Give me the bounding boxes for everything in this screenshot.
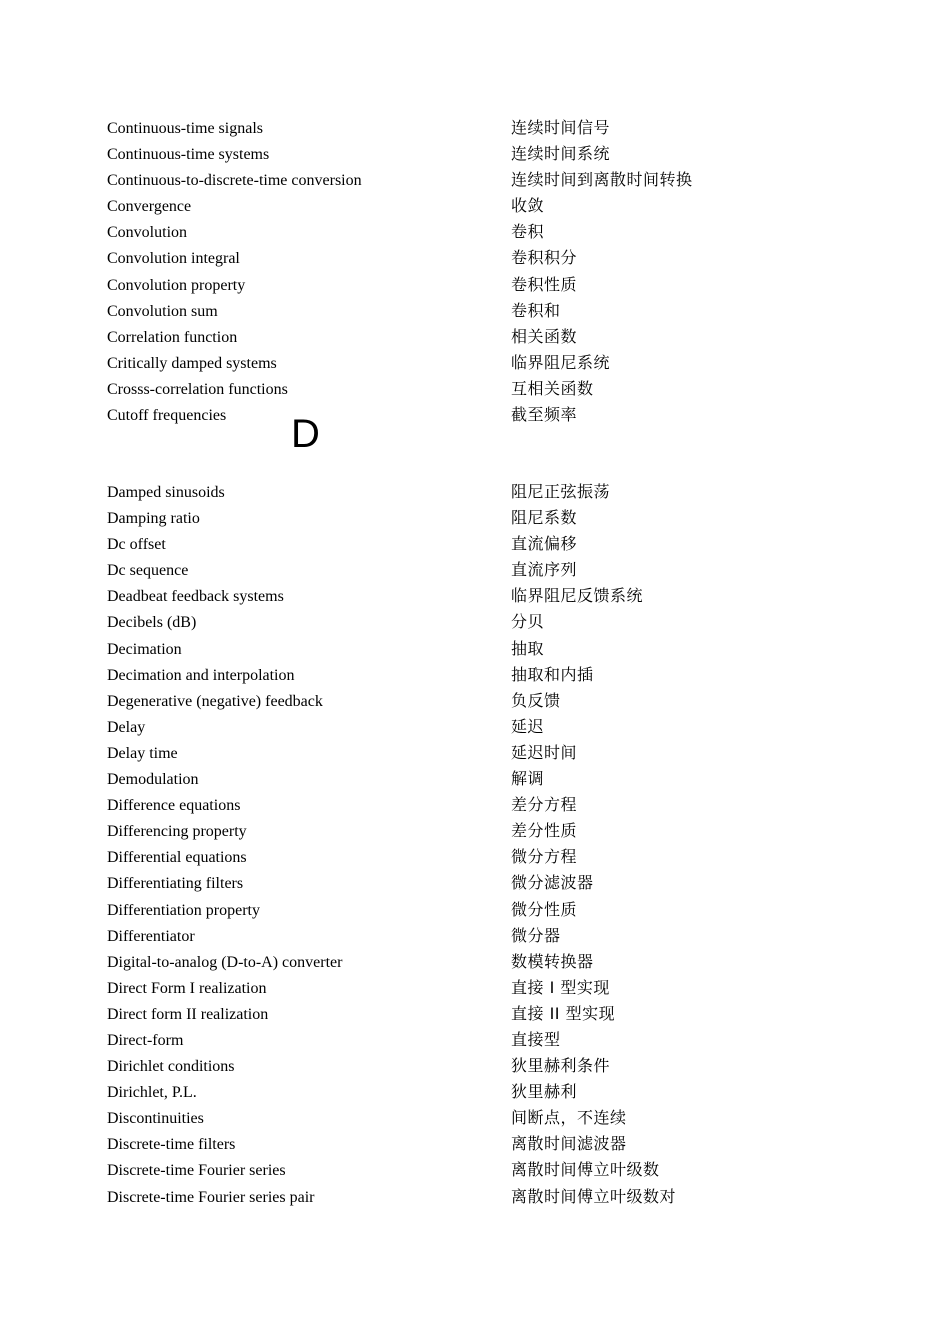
glossary-row xyxy=(0,924,950,950)
english-term: Dirichlet, P.L. xyxy=(107,1084,197,1102)
chinese-term: 狄里赫利条件 xyxy=(511,1056,611,1076)
english-term: Dirichlet conditions xyxy=(107,1058,235,1076)
chinese-term: 数模转换器 xyxy=(511,951,594,971)
glossary-row xyxy=(0,220,950,246)
chinese-term: 微分滤波器 xyxy=(511,873,594,893)
english-term: Direct-form xyxy=(107,1031,184,1049)
glossary-row xyxy=(0,767,950,793)
chinese-term: 直接型 xyxy=(511,1029,561,1049)
english-term: Differentiation property xyxy=(107,901,260,919)
english-term: Convolution property xyxy=(107,276,246,294)
glossary-row xyxy=(0,506,950,532)
chinese-term: 临界阻尼系统 xyxy=(511,352,611,372)
glossary-row xyxy=(0,325,950,351)
english-term: Dc offset xyxy=(107,536,166,554)
glossary-row xyxy=(0,142,950,168)
chinese-term: 卷积积分 xyxy=(511,248,578,268)
glossary-row xyxy=(0,793,950,819)
glossary-row xyxy=(0,1080,950,1106)
chinese-term: 连续时间到离散时间转换 xyxy=(511,170,693,190)
chinese-term: 相关函数 xyxy=(511,326,578,346)
glossary-row xyxy=(0,1054,950,1080)
english-term: Difference equations xyxy=(107,797,241,815)
english-term: Continuous-time systems xyxy=(107,146,270,164)
chinese-term: 抽取和内插 xyxy=(511,664,594,684)
english-term: Discontinuities xyxy=(107,1110,204,1128)
chinese-term: 卷积和 xyxy=(511,300,561,320)
english-term: Decibels (dB) xyxy=(107,614,197,632)
glossary-row xyxy=(0,871,950,897)
english-term: Decimation xyxy=(107,640,182,658)
chinese-term: 截至频率 xyxy=(511,405,578,425)
glossary-row xyxy=(0,715,950,741)
glossary-row xyxy=(0,689,950,715)
glossary-row xyxy=(0,246,950,272)
english-term: Discrete-time filters xyxy=(107,1136,236,1154)
glossary-row xyxy=(0,273,950,299)
english-term: Demodulation xyxy=(107,771,199,789)
english-term: Discrete-time Fourier series pair xyxy=(107,1188,315,1206)
english-term: Continuous-to-discrete-time conversion xyxy=(107,172,362,190)
glossary-row xyxy=(0,1106,950,1132)
english-term: Differencing property xyxy=(107,823,247,841)
glossary-row xyxy=(0,1158,950,1184)
glossary-row xyxy=(0,1185,950,1211)
section-heading-d: D xyxy=(291,412,320,456)
chinese-term: 微分性质 xyxy=(511,899,578,919)
chinese-term: 直接 II 型实现 xyxy=(511,1003,616,1023)
glossary-row xyxy=(0,845,950,871)
chinese-term: 微分方程 xyxy=(511,847,578,867)
english-term: Deadbeat feedback systems xyxy=(107,588,284,606)
d-entries-list xyxy=(0,480,950,1211)
glossary-row xyxy=(0,299,950,325)
chinese-term: 卷积 xyxy=(511,222,545,242)
chinese-term: 卷积性质 xyxy=(511,274,578,294)
glossary-row xyxy=(0,532,950,558)
chinese-term: 连续时间系统 xyxy=(511,144,611,164)
chinese-term: 直流序列 xyxy=(511,560,578,580)
glossary-row xyxy=(0,898,950,924)
english-term: Damping ratio xyxy=(107,510,200,528)
chinese-term: 延迟 xyxy=(511,716,545,736)
chinese-term: 负反馈 xyxy=(511,690,561,710)
chinese-term: 离散时间傅立叶级数 xyxy=(511,1160,660,1180)
glossary-row xyxy=(0,819,950,845)
chinese-term: 解调 xyxy=(511,769,545,789)
english-term: Decimation and interpolation xyxy=(107,666,295,684)
english-term: Correlation function xyxy=(107,328,238,346)
glossary-row xyxy=(0,351,950,377)
english-term: Crosss-correlation functions xyxy=(107,380,288,398)
chinese-term: 差分方程 xyxy=(511,795,578,815)
chinese-term: 直接 I 型实现 xyxy=(511,977,610,997)
chinese-term: 阻尼系数 xyxy=(511,508,578,528)
glossary-row xyxy=(0,480,950,506)
glossary-row xyxy=(0,116,950,142)
glossary-row xyxy=(0,168,950,194)
chinese-term: 分贝 xyxy=(511,612,545,632)
chinese-term: 连续时间信号 xyxy=(511,118,611,137)
glossary-row xyxy=(0,976,950,1002)
chinese-term: 延迟时间 xyxy=(511,742,578,762)
english-term: Continuous-time signals xyxy=(107,120,263,137)
glossary-row xyxy=(0,1132,950,1158)
english-term: Differential equations xyxy=(107,849,247,867)
english-term: Convolution xyxy=(107,224,188,242)
c-entries-list xyxy=(0,116,950,429)
english-term: Convolution integral xyxy=(107,250,240,268)
chinese-term: 直流偏移 xyxy=(511,534,578,554)
glossary-row xyxy=(0,637,950,663)
glossary-row xyxy=(0,1002,950,1028)
glossary-row xyxy=(0,741,950,767)
english-term: Differentiating filters xyxy=(107,875,244,893)
glossary-row xyxy=(0,403,950,429)
chinese-term: 差分性质 xyxy=(511,821,578,841)
english-term: Digital-to-analog (D-to-A) converter xyxy=(107,953,343,971)
glossary-row xyxy=(0,377,950,403)
chinese-term: 狄里赫利 xyxy=(511,1082,578,1102)
english-term: Delay xyxy=(107,718,146,736)
english-term: Delay time xyxy=(107,744,178,762)
glossary-row xyxy=(0,194,950,220)
glossary-row xyxy=(0,584,950,610)
english-term: Differentiator xyxy=(107,927,195,945)
english-term: Degenerative (negative) feedback xyxy=(107,692,323,710)
chinese-term: 微分器 xyxy=(511,925,561,945)
english-term: Damped sinusoids xyxy=(107,484,225,501)
chinese-term: 阻尼正弦振荡 xyxy=(511,482,611,501)
chinese-term: 离散时间傅立叶级数对 xyxy=(511,1186,677,1206)
english-term: Dc sequence xyxy=(107,562,189,580)
chinese-term: 收敛 xyxy=(511,196,545,216)
english-term: Convergence xyxy=(107,198,192,216)
english-term: Direct Form I realization xyxy=(107,979,267,997)
glossary-row xyxy=(0,950,950,976)
glossary-row xyxy=(0,1028,950,1054)
chinese-term: 间断点，不连续 xyxy=(511,1108,627,1128)
english-term: Direct form II realization xyxy=(107,1005,269,1023)
chinese-term: 互相关函数 xyxy=(511,378,594,398)
english-term: Discrete-time Fourier series xyxy=(107,1162,286,1180)
glossary-row xyxy=(0,610,950,636)
chinese-term: 抽取 xyxy=(511,638,545,658)
english-term: Cutoff frequencies xyxy=(107,407,227,425)
chinese-term: 临界阻尼反馈系统 xyxy=(511,586,644,606)
english-term: Convolution sum xyxy=(107,302,218,320)
glossary-row xyxy=(0,558,950,584)
english-term: Critically damped systems xyxy=(107,354,277,372)
chinese-term: 离散时间滤波器 xyxy=(511,1134,627,1154)
glossary-row xyxy=(0,663,950,689)
